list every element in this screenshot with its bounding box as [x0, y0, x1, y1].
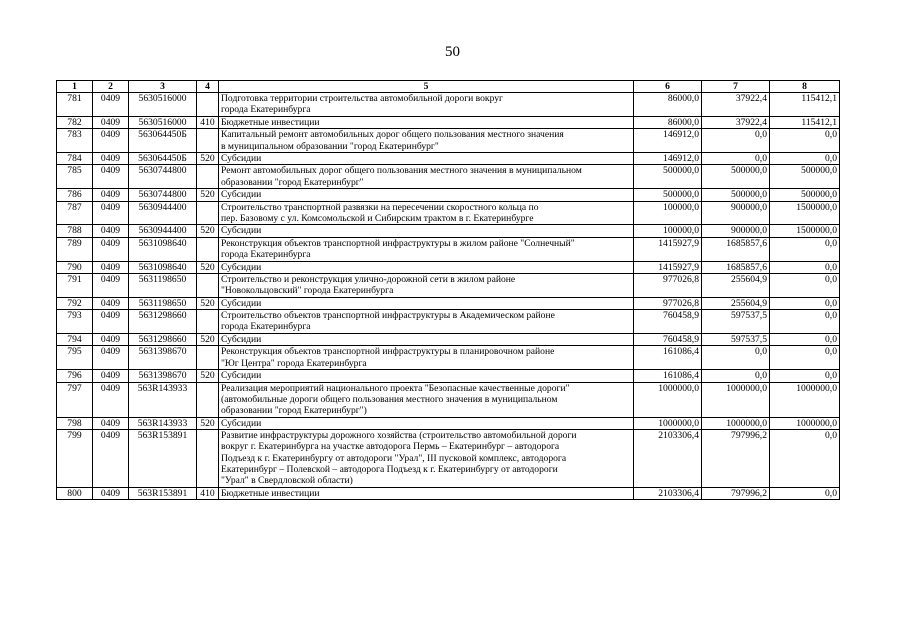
row-number-cell: 789: [57, 237, 93, 261]
table-row: [57, 273, 840, 297]
header-cell: 1: [57, 81, 93, 93]
amount-year3-cell: 0,0: [770, 297, 840, 309]
table-row: [57, 261, 840, 273]
amount-year3-cell: 0,0: [770, 129, 840, 153]
header-cell: 2: [93, 81, 129, 93]
amount-year2-cell: 1000000,0: [702, 382, 770, 417]
amount-year3-cell: 0,0: [770, 346, 840, 370]
row-number-cell: 793: [57, 310, 93, 334]
target-code-cell: 563064450Б: [129, 152, 197, 164]
amount-year1-cell: 760458,9: [634, 333, 702, 345]
expense-type-cell: [197, 273, 219, 297]
target-code-cell: 5630516000: [129, 93, 197, 117]
table-row: [57, 237, 840, 261]
table-row: [57, 310, 840, 334]
target-code-cell: 5630516000: [129, 116, 197, 128]
table-row: [57, 189, 840, 201]
item-name-cell: Бюджетные инвестиции: [219, 488, 634, 500]
target-code-cell: 5631298660: [129, 333, 197, 345]
item-name-cell: Субсидии: [219, 417, 634, 429]
amount-year2-cell: 797996,2: [702, 430, 770, 488]
item-name-cell: Подготовка территории строительства автомобильной дороги вокруг города Екатеринбурга: [219, 93, 634, 117]
expense-type-cell: [197, 310, 219, 334]
expense-type-cell: 520: [197, 189, 219, 201]
amount-year1-cell: 100000,0: [634, 201, 702, 225]
amount-year3-cell: 0,0: [770, 261, 840, 273]
expense-type-cell: [197, 237, 219, 261]
row-number-cell: 786: [57, 189, 93, 201]
item-name-cell: Строительство объектов транспортной инфраструктуры в Академическом районе города Екатеринбурга: [219, 310, 634, 334]
amount-year1-cell: 146912,0: [634, 152, 702, 164]
table-body: [57, 93, 840, 500]
amount-year3-cell: 0,0: [770, 273, 840, 297]
item-name-cell: Реконструкция объектов транспортной инфраструктуры в планировочном районе "Юг Центра" города Екатеринбурга: [219, 346, 634, 370]
row-number-cell: 800: [57, 488, 93, 500]
target-code-cell: 563R153891: [129, 488, 197, 500]
item-name-cell: Субсидии: [219, 225, 634, 237]
row-number-cell: 781: [57, 93, 93, 117]
amount-year2-cell: 500000,0: [702, 165, 770, 189]
table-row: [57, 417, 840, 429]
target-code-cell: 5631398670: [129, 346, 197, 370]
item-name-cell: Субсидии: [219, 261, 634, 273]
amount-year2-cell: 500000,0: [702, 189, 770, 201]
amount-year2-cell: 255604,9: [702, 273, 770, 297]
item-name-cell: Реконструкция объектов транспортной инфраструктуры в жилом районе "Солнечный" города Екатеринбурга: [219, 237, 634, 261]
target-code-cell: 5631298660: [129, 310, 197, 334]
amount-year3-cell: 0,0: [770, 310, 840, 334]
header-cell: 8: [770, 81, 840, 93]
table-row: [57, 116, 840, 128]
section-code-cell: 0409: [93, 237, 129, 261]
amount-year2-cell: 900000,0: [702, 225, 770, 237]
amount-year2-cell: 0,0: [702, 129, 770, 153]
amount-year3-cell: 0,0: [770, 430, 840, 488]
section-code-cell: 0409: [93, 129, 129, 153]
amount-year2-cell: 0,0: [702, 152, 770, 164]
amount-year1-cell: 161086,4: [634, 370, 702, 382]
amount-year2-cell: 1685857,6: [702, 261, 770, 273]
header-cell: 4: [197, 81, 219, 93]
amount-year2-cell: 37922,4: [702, 116, 770, 128]
section-code-cell: 0409: [93, 201, 129, 225]
section-code-cell: 0409: [93, 417, 129, 429]
row-number-cell: 798: [57, 417, 93, 429]
row-number-cell: 794: [57, 333, 93, 345]
item-name-cell: Строительство и реконструкция улично-дорожной сети в жилом районе "Новокольцовский" города Екатеринбурга: [219, 273, 634, 297]
target-code-cell: 5630744800: [129, 189, 197, 201]
expense-type-cell: [197, 165, 219, 189]
section-code-cell: 0409: [93, 273, 129, 297]
amount-year2-cell: 1000000,0: [702, 417, 770, 429]
target-code-cell: 563R143933: [129, 382, 197, 417]
item-name-cell: Строительство транспортной развязки на пересечении скоростного кольца по пер. Базовому с ул. Комсомольской и Сибирским трактом в г. Екатеринбурге: [219, 201, 634, 225]
section-code-cell: 0409: [93, 93, 129, 117]
target-code-cell: 5631398670: [129, 370, 197, 382]
amount-year1-cell: 2103306,4: [634, 430, 702, 488]
item-name-cell: Капитальный ремонт автомобильных дорог общего пользования местного значения в муниципальном образовании "город Екатеринбург": [219, 129, 634, 153]
expense-type-cell: 410: [197, 488, 219, 500]
amount-year1-cell: 1415927,9: [634, 237, 702, 261]
amount-year2-cell: 0,0: [702, 370, 770, 382]
item-name-cell: Бюджетные инвестиции: [219, 116, 634, 128]
amount-year1-cell: 977026,8: [634, 297, 702, 309]
target-code-cell: 563R153891: [129, 430, 197, 488]
amount-year2-cell: 255604,9: [702, 297, 770, 309]
amount-year3-cell: 0,0: [770, 488, 840, 500]
section-code-cell: 0409: [93, 346, 129, 370]
amount-year2-cell: 900000,0: [702, 201, 770, 225]
row-number-cell: 797: [57, 382, 93, 417]
item-name-cell: Субсидии: [219, 370, 634, 382]
expense-type-cell: [197, 382, 219, 417]
row-number-cell: 782: [57, 116, 93, 128]
item-name-cell: Реализация мероприятий национального проекта "Безопасные качественные дороги" (автомобильные дороги общего пользования местного значения в муниципальном образовании "город Екатеринбург"): [219, 382, 634, 417]
row-number-cell: 788: [57, 225, 93, 237]
expense-type-cell: [197, 93, 219, 117]
amount-year3-cell: 115412,1: [770, 93, 840, 117]
page-number: 50: [445, 44, 460, 60]
header-cell: 6: [634, 81, 702, 93]
amount-year2-cell: 597537,5: [702, 310, 770, 334]
amount-year1-cell: 1000000,0: [634, 382, 702, 417]
budget-table: [56, 80, 840, 500]
header-row: [57, 81, 840, 93]
row-number-cell: 783: [57, 129, 93, 153]
item-name-cell: Субсидии: [219, 333, 634, 345]
expense-type-cell: 520: [197, 417, 219, 429]
row-number-cell: 790: [57, 261, 93, 273]
table-row: [57, 225, 840, 237]
amount-year1-cell: 146912,0: [634, 129, 702, 153]
section-code-cell: 0409: [93, 116, 129, 128]
amount-year3-cell: 0,0: [770, 152, 840, 164]
item-name-cell: Развитие инфраструктуры дорожного хозяйства (строительство автомобильной дороги вокруг г. Екатеринбурга на участке автодорога Пермь – Екатеринбург – автодорога Подъезд к г. Екатеринбургу от автодороги "Урал", III пусковой комплекс, автодорога Екатеринбург – Полевской – автодорога Подъезд к г. Екатеринбургу от автодороги "Урал" в Свердловской области): [219, 430, 634, 488]
amount-year3-cell: 1500000,0: [770, 201, 840, 225]
table-row: [57, 370, 840, 382]
amount-year3-cell: 1000000,0: [770, 417, 840, 429]
table-row: [57, 129, 840, 153]
amount-year1-cell: 1415927,9: [634, 261, 702, 273]
amount-year3-cell: 0,0: [770, 333, 840, 345]
amount-year1-cell: 86000,0: [634, 116, 702, 128]
table-row: [57, 93, 840, 117]
amount-year2-cell: 1685857,6: [702, 237, 770, 261]
section-code-cell: 0409: [93, 382, 129, 417]
row-number-cell: 791: [57, 273, 93, 297]
table-row: [57, 382, 840, 417]
item-name-cell: Ремонт автомобильных дорог общего пользования местного значения в муниципальном образовании "город Екатеринбург": [219, 165, 634, 189]
amount-year1-cell: 100000,0: [634, 225, 702, 237]
amount-year3-cell: 115412,1: [770, 116, 840, 128]
expense-type-cell: 520: [197, 370, 219, 382]
expense-type-cell: 520: [197, 261, 219, 273]
target-code-cell: 5630744800: [129, 165, 197, 189]
target-code-cell: 5630944400: [129, 225, 197, 237]
amount-year1-cell: 500000,0: [634, 165, 702, 189]
row-number-cell: 787: [57, 201, 93, 225]
section-code-cell: 0409: [93, 333, 129, 345]
amount-year1-cell: 2103306,4: [634, 488, 702, 500]
target-code-cell: 563064450Б: [129, 129, 197, 153]
amount-year3-cell: 0,0: [770, 237, 840, 261]
header-cell: 7: [702, 81, 770, 93]
amount-year1-cell: 500000,0: [634, 189, 702, 201]
section-code-cell: 0409: [93, 297, 129, 309]
expense-type-cell: 520: [197, 225, 219, 237]
row-number-cell: 784: [57, 152, 93, 164]
section-code-cell: 0409: [93, 430, 129, 488]
expense-type-cell: 520: [197, 297, 219, 309]
target-code-cell: 563R143933: [129, 417, 197, 429]
target-code-cell: 5630944400: [129, 201, 197, 225]
amount-year3-cell: 500000,0: [770, 189, 840, 201]
target-code-cell: 5631198650: [129, 297, 197, 309]
amount-year3-cell: 1000000,0: [770, 382, 840, 417]
table-row: [57, 488, 840, 500]
expense-type-cell: [197, 346, 219, 370]
section-code-cell: 0409: [93, 261, 129, 273]
section-code-cell: 0409: [93, 370, 129, 382]
amount-year1-cell: 760458,9: [634, 310, 702, 334]
amount-year2-cell: 597537,5: [702, 333, 770, 345]
table-row: [57, 333, 840, 345]
expense-type-cell: 520: [197, 333, 219, 345]
table-row: [57, 346, 840, 370]
amount-year2-cell: 797996,2: [702, 488, 770, 500]
item-name-cell: Субсидии: [219, 152, 634, 164]
section-code-cell: 0409: [93, 152, 129, 164]
target-code-cell: 5631098640: [129, 237, 197, 261]
table-row: [57, 297, 840, 309]
expense-type-cell: [197, 430, 219, 488]
expense-type-cell: 410: [197, 116, 219, 128]
expense-type-cell: [197, 129, 219, 153]
amount-year1-cell: 977026,8: [634, 273, 702, 297]
table-row: [57, 165, 840, 189]
amount-year3-cell: 500000,0: [770, 165, 840, 189]
item-name-cell: Субсидии: [219, 189, 634, 201]
amount-year2-cell: 37922,4: [702, 93, 770, 117]
section-code-cell: 0409: [93, 310, 129, 334]
section-code-cell: 0409: [93, 488, 129, 500]
row-number-cell: 796: [57, 370, 93, 382]
target-code-cell: 5631098640: [129, 261, 197, 273]
target-code-cell: 5631198650: [129, 273, 197, 297]
amount-year3-cell: 1500000,0: [770, 225, 840, 237]
amount-year1-cell: 161086,4: [634, 346, 702, 370]
amount-year1-cell: 1000000,0: [634, 417, 702, 429]
expense-type-cell: 520: [197, 152, 219, 164]
table-row: [57, 152, 840, 164]
row-number-cell: 792: [57, 297, 93, 309]
amount-year3-cell: 0,0: [770, 370, 840, 382]
header-cell: 5: [219, 81, 634, 93]
expense-type-cell: [197, 201, 219, 225]
section-code-cell: 0409: [93, 165, 129, 189]
amount-year2-cell: 0,0: [702, 346, 770, 370]
item-name-cell: Субсидии: [219, 297, 634, 309]
row-number-cell: 799: [57, 430, 93, 488]
row-number-cell: 785: [57, 165, 93, 189]
header-cell: 3: [129, 81, 197, 93]
table-row: [57, 430, 840, 488]
amount-year1-cell: 86000,0: [634, 93, 702, 117]
section-code-cell: 0409: [93, 189, 129, 201]
table-row: [57, 201, 840, 225]
row-number-cell: 795: [57, 346, 93, 370]
section-code-cell: 0409: [93, 225, 129, 237]
